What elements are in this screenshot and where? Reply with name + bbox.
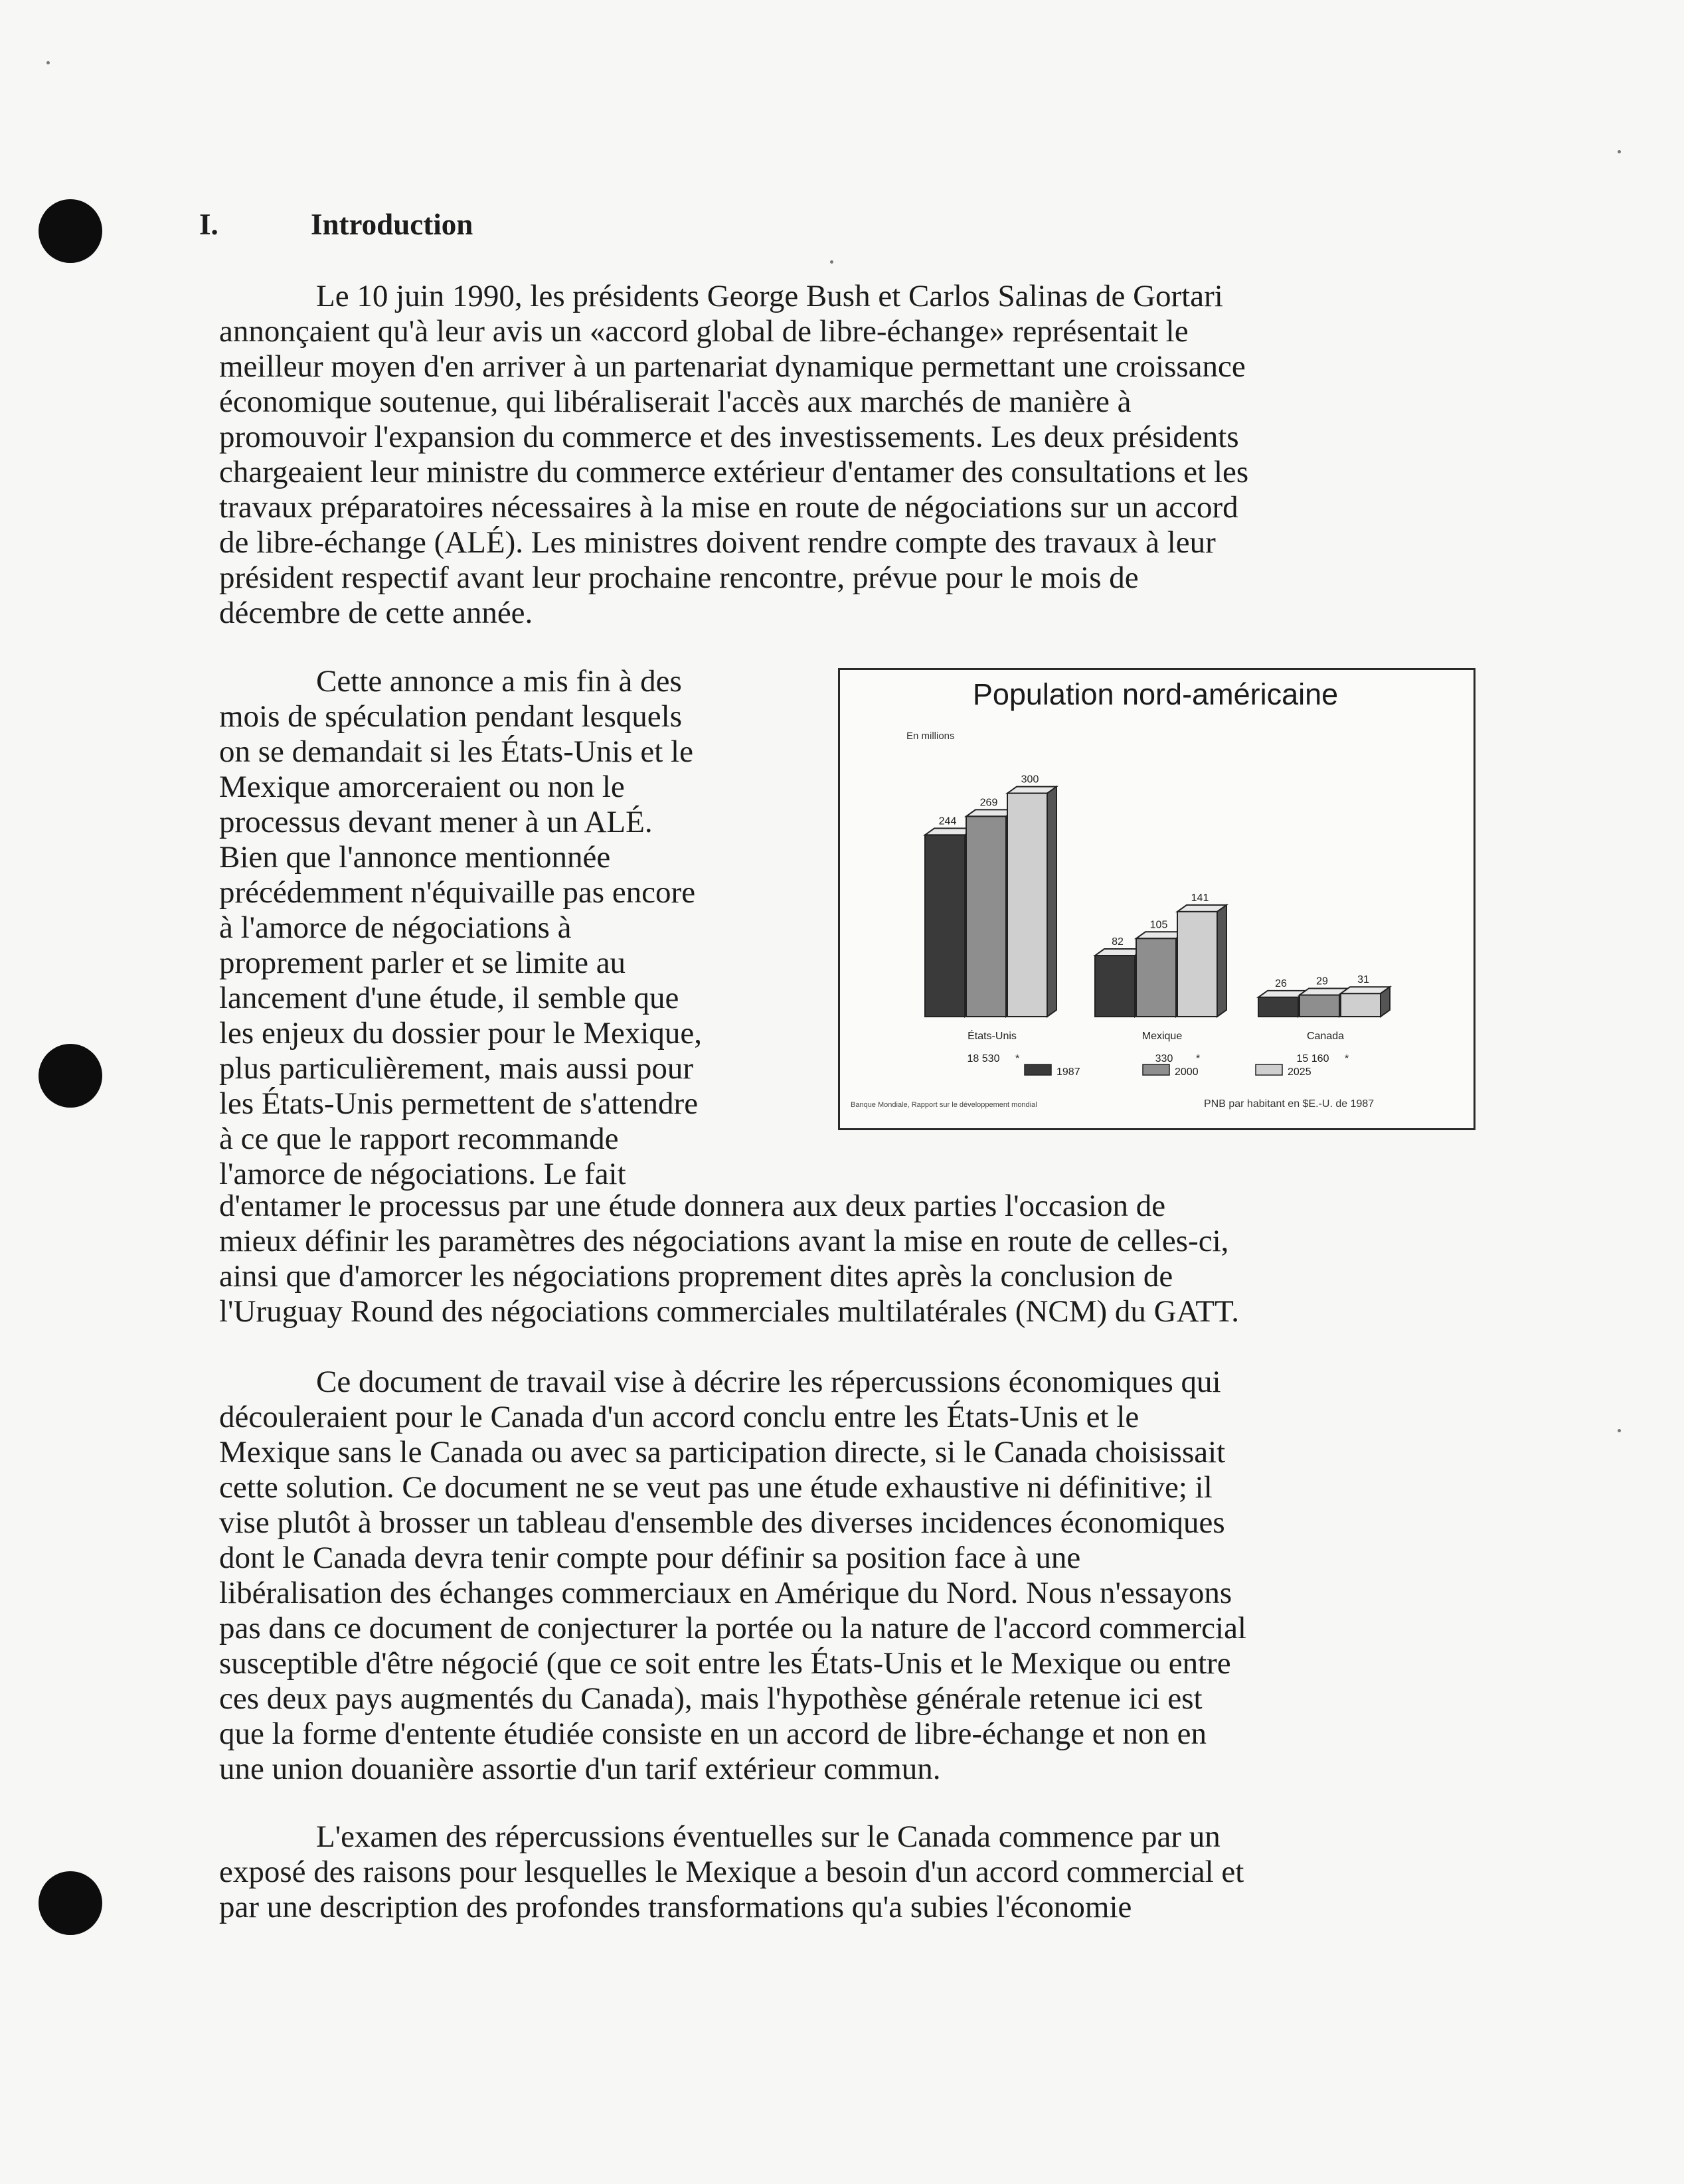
text-line: l'Uruguay Round des négociations commerciales multilatérales (NCM) du GATT. xyxy=(219,1294,1240,1329)
text-line: meilleur moyen d'en arriver à un partenariat dynamique permettant une croissance xyxy=(219,349,1246,384)
text-line: économique soutenue, qui libéraliserait l'accès aux marchés de manière à xyxy=(219,384,1132,419)
source-note: Banque Mondiale, Rapport sur le développement mondial xyxy=(851,1101,1037,1109)
data-label: 29 xyxy=(1316,975,1328,987)
bar xyxy=(1258,997,1298,1017)
text-line: Cette annonce a mis fin à des xyxy=(316,664,682,699)
data-label: 300 xyxy=(1021,774,1039,786)
text-line: chargeaient leur ministre du commerce extérieur d'entamer des consultations et les xyxy=(219,455,1249,489)
bar xyxy=(1300,995,1339,1017)
text-line: travaux préparatoires nécessaires à la mise en route de négociations sur un accord xyxy=(219,490,1238,525)
text-line: Mexique amorceraient ou non le xyxy=(219,770,625,804)
bar xyxy=(1007,794,1047,1017)
bar xyxy=(1177,912,1217,1017)
gnp-value: 15 160 xyxy=(1296,1053,1329,1064)
bar xyxy=(1136,938,1176,1017)
text-line: libéralisation des échanges commerciaux en Amérique du Nord. Nous n'essayons xyxy=(219,1576,1232,1610)
text-line: précédemment n'équivaille pas encore xyxy=(219,875,696,910)
punch-hole-top xyxy=(39,199,102,263)
punch-hole-bottom xyxy=(39,1871,102,1935)
data-label: 244 xyxy=(938,815,957,827)
text-line: Ce document de travail vise à décrire les répercussions économiques qui xyxy=(316,1365,1221,1399)
text-line: de libre-échange (ALÉ). Les ministres doivent rendre compte des travaux à leur xyxy=(219,525,1216,560)
text-line: annonçaient qu'à leur avis un «accord global de libre-échange» représentait le xyxy=(219,314,1189,349)
scan-speck xyxy=(830,260,833,264)
gnp-marker: * xyxy=(1345,1053,1349,1064)
paragraph-4 xyxy=(219,1819,1481,1925)
text-line: exposé des raisons pour lesquelles le Mexique a besoin d'un accord commercial et xyxy=(219,1855,1244,1889)
text-line: proprement parler et se limite au xyxy=(219,946,626,980)
scan-speck xyxy=(1618,1429,1621,1432)
text-line: processus devant mener à un ALÉ. xyxy=(219,805,653,839)
section-number: I. xyxy=(199,208,218,241)
text-line: Bien que l'annonce mentionnée xyxy=(219,840,611,875)
chart-title: Population nord-américaine xyxy=(972,677,1339,711)
bar xyxy=(966,816,1006,1017)
data-label: 26 xyxy=(1275,977,1287,989)
legend-swatch xyxy=(1256,1064,1282,1075)
bar xyxy=(1095,956,1135,1017)
category-label: États-Unis xyxy=(968,1031,1017,1042)
text-line: l'amorce de négociations. Le fait xyxy=(219,1157,626,1191)
bar-side xyxy=(1217,905,1226,1017)
text-line: président respectif avant leur prochaine rencontre, prévue pour le mois de xyxy=(219,560,1139,595)
gnp-value: 18 530 xyxy=(967,1053,1000,1064)
population-chart xyxy=(838,668,1475,1130)
text-line: on se demandait si les États-Unis et le xyxy=(219,734,693,769)
punch-hole-middle xyxy=(39,1044,102,1108)
text-line: décembre de cette année. xyxy=(219,596,533,630)
gnp-marker: * xyxy=(1196,1053,1201,1064)
legend-swatch xyxy=(1143,1064,1169,1075)
data-label: 269 xyxy=(979,797,998,809)
text-line: promouvoir l'expansion du commerce et des investissements. Les deux présidents xyxy=(219,420,1239,454)
text-line: L'examen des répercussions éventuelles sur le Canada commence par un xyxy=(316,1819,1221,1854)
category-label: Canada xyxy=(1306,1031,1345,1042)
legend-label: 2000 xyxy=(1175,1066,1199,1078)
text-line: plus particulièrement, mais aussi pour xyxy=(219,1051,693,1086)
section-heading xyxy=(199,207,473,242)
category-label: Mexique xyxy=(1141,1031,1183,1042)
text-line: ainsi que d'amorcer les négociations proprement dites après la conclusion de xyxy=(219,1259,1173,1294)
text-line: à l'amorce de négociations à xyxy=(219,910,572,945)
chart-canvas xyxy=(840,670,1474,1128)
text-line: mieux définir les paramètres des négociations avant la mise en route de celles-ci, xyxy=(219,1224,1229,1258)
text-line: lancement d'une étude, il semble que xyxy=(219,981,679,1015)
paragraph-2-wrapped xyxy=(219,664,803,1192)
text-line: Le 10 juin 1990, les présidents George Bush et Carlos Salinas de Gortari xyxy=(316,279,1223,313)
gnp-value: 330 xyxy=(1155,1053,1173,1064)
text-line: vise plutôt à brosser un tableau d'ensemble des diverses incidences économiques xyxy=(219,1505,1225,1540)
paragraph-3 xyxy=(219,1365,1481,1787)
text-line: découleraient pour le Canada d'un accord conclu entre les États-Unis et le xyxy=(219,1400,1139,1434)
legend-swatch xyxy=(1025,1064,1051,1075)
text-line: dont le Canada devra tenir compte pour définir sa position face à une xyxy=(219,1541,1081,1575)
text-line: Mexique sans le Canada ou avec sa participation directe, si le Canada choisissait xyxy=(219,1435,1226,1470)
text-line: susceptible d'être négocié (que ce soit entre les États-Unis et le Mexique ou entre xyxy=(219,1646,1231,1681)
section-title: Introduction xyxy=(311,208,473,241)
legend-label: 1987 xyxy=(1056,1066,1080,1078)
data-label: 82 xyxy=(1112,936,1124,948)
text-line: que la forme d'entente étudiée consiste en un accord de libre-échange et non en xyxy=(219,1717,1207,1751)
paragraph-2-continued xyxy=(219,1189,1481,1329)
text-line: une union douanière assortie d'un tarif extérieur commun. xyxy=(219,1752,941,1786)
text-line: par une description des profondes transformations qu'a subies l'économie xyxy=(219,1890,1132,1924)
text-line: à ce que le rapport recommande xyxy=(219,1122,619,1156)
legend-label: 2025 xyxy=(1288,1066,1311,1078)
bar xyxy=(1341,993,1381,1017)
data-label: 141 xyxy=(1191,892,1209,904)
paragraph-1 xyxy=(219,279,1484,631)
text-line: d'entamer le processus par une étude donnera aux deux parties l'occasion de xyxy=(219,1189,1166,1223)
text-line: cette solution. Ce document ne se veut pas une étude exhaustive ni définitive; il xyxy=(219,1470,1213,1505)
chart-y-unit: En millions xyxy=(906,730,955,742)
gnp-note: PNB par habitant en $E.-U. de 1987 xyxy=(1204,1098,1375,1110)
scan-speck xyxy=(46,61,50,64)
text-line: mois de spéculation pendant lesquels xyxy=(219,699,683,734)
gnp-marker: * xyxy=(1015,1053,1020,1064)
scan-speck xyxy=(1618,150,1621,153)
bar-side xyxy=(1047,787,1056,1017)
data-label: 31 xyxy=(1357,974,1369,986)
text-line: pas dans ce document de conjecturer la portée ou la nature de l'accord commercial xyxy=(219,1611,1246,1645)
text-line: ces deux pays augmentés du Canada), mais l'hypothèse générale retenue ici est xyxy=(219,1681,1203,1716)
text-line: les enjeux du dossier pour le Mexique, xyxy=(219,1016,703,1050)
bar xyxy=(925,835,965,1017)
data-label: 105 xyxy=(1149,919,1168,931)
text-line: les États-Unis permettent de s'attendre xyxy=(219,1086,699,1121)
